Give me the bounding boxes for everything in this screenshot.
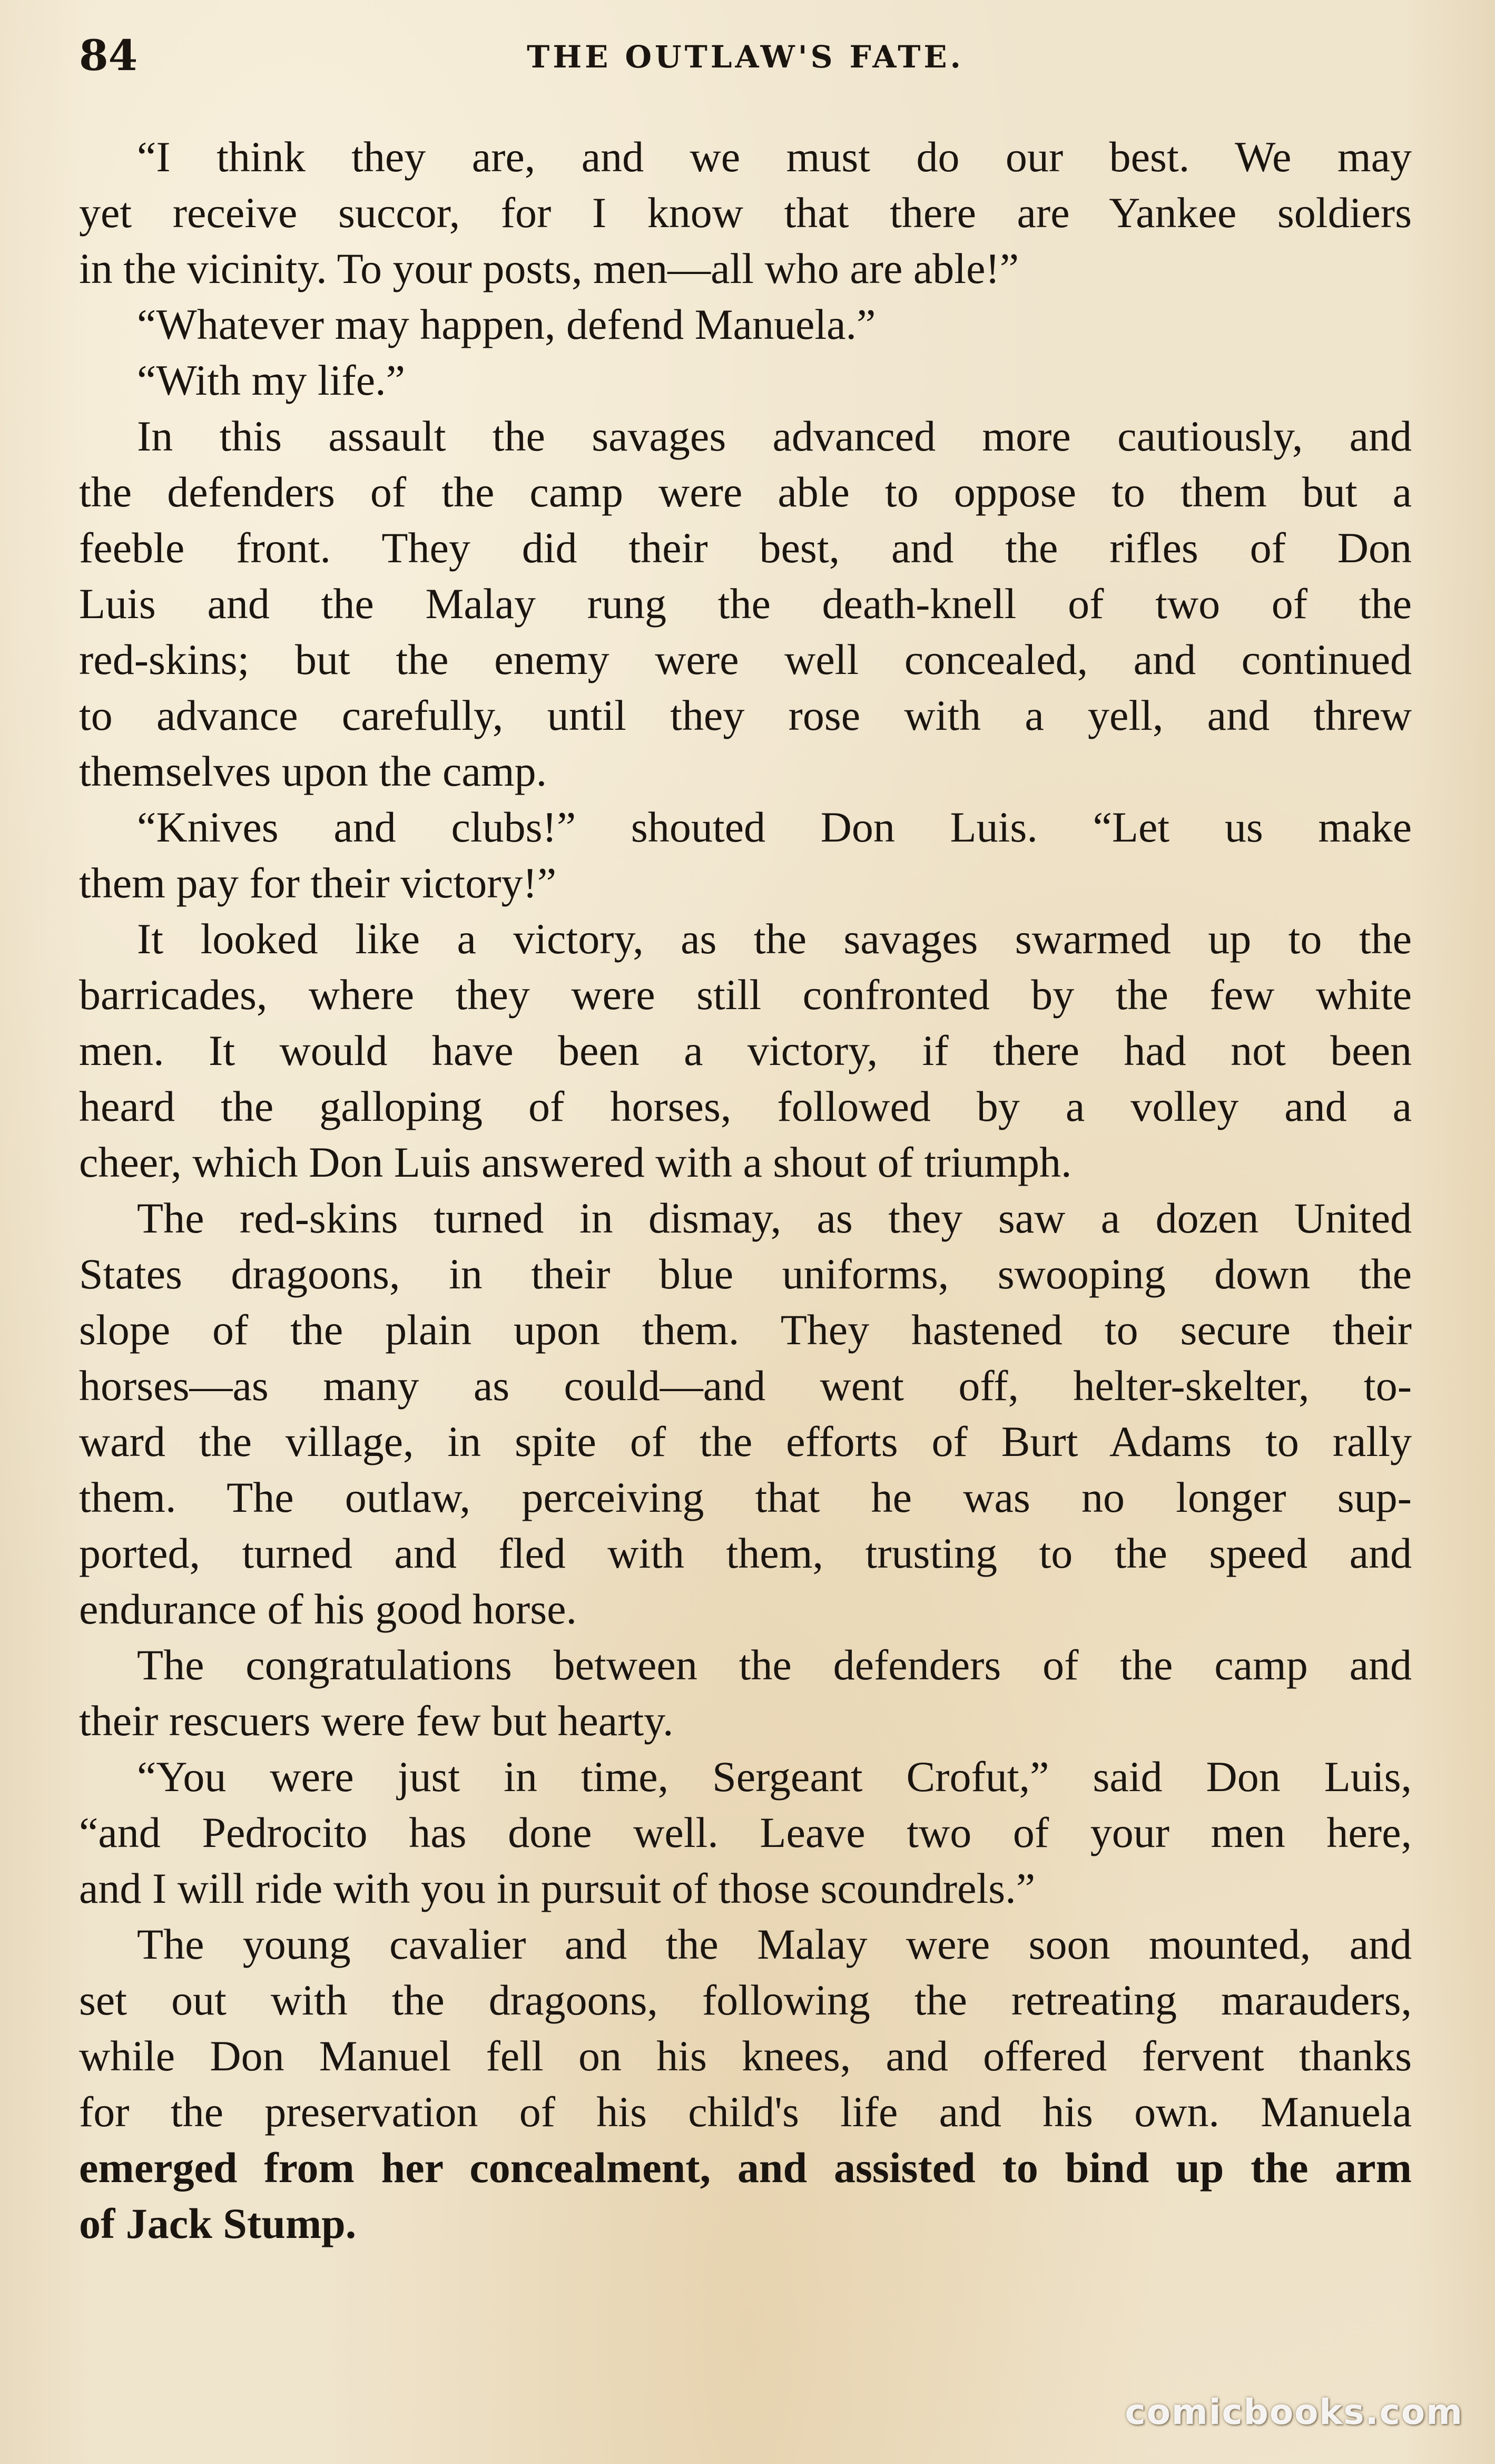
text-line: emerged from her concealment, and assisted to bind up the arm: [79, 2144, 1412, 2192]
text-line: while Don Manuel fell on his knees, and offered fervent thanks: [79, 2032, 1412, 2080]
text-line: to advance carefully, until they rose with a yell, and threw: [79, 691, 1412, 739]
text-line: set out with the dragoons, following the retreating marauders,: [79, 1976, 1412, 2024]
text-line: their rescuers were few but hearty.: [79, 1697, 674, 1745]
text-line: endurance of his good horse.: [79, 1585, 577, 1633]
text-line: cheer, which Don Luis answered with a shout of triumph.: [79, 1138, 1072, 1186]
text-line: them. The outlaw, perceiving that he was no longer sup-: [79, 1473, 1412, 1521]
text-line: for the preservation of his child's life and his own. Manuela: [79, 2088, 1412, 2136]
text-line: themselves upon the camp.: [79, 747, 547, 795]
text-line: in the vicinity. To your posts, men—all who are able!”: [79, 245, 1019, 292]
text-line: yet receive succor, for I know that there are Yankee soldiers: [79, 189, 1412, 237]
running-head: THE OUTLAW'S FATE.: [527, 39, 964, 75]
page-number: 84: [79, 31, 138, 80]
text-line: ward the village, in spite of the efforts of Burt Adams to rally: [79, 1417, 1412, 1465]
text-line: “You were just in time, Sergeant Crofut,” said Don Luis,: [137, 1753, 1412, 1801]
text-line: It looked like a victory, as the savages swarmed up to the: [137, 915, 1412, 963]
text-line: heard the galloping of horses, followed by a volley and a: [79, 1082, 1412, 1130]
text-line: feeble front. They did their best, and the rifles of Don: [79, 524, 1412, 572]
text-line: “I think they are, and we must do our best. We may: [137, 133, 1412, 181]
body-text: [79, 129, 1412, 2252]
page-header: [79, 26, 1412, 90]
text-line: States dragoons, in their blue uniforms, swooping down the: [79, 1250, 1412, 1298]
text-line: horses—as many as could—and went off, helter-skelter, to-: [79, 1362, 1412, 1410]
text-line: The red-skins turned in dismay, as they saw a dozen United: [137, 1194, 1412, 1242]
text-line: and I will ride with you in pursuit of those scoundrels.”: [79, 1864, 1036, 1912]
text-line: red-skins; but the enemy were well concealed, and continued: [79, 635, 1412, 683]
text-line: them pay for their victory!”: [79, 859, 557, 907]
text-line: “With my life.”: [137, 356, 406, 404]
watermark: comicbooks.com: [1125, 2392, 1463, 2432]
text-line: Luis and the Malay rung the death-knell of two of the: [79, 580, 1412, 628]
text-line: barricades, where they were still confronted by the few white: [79, 971, 1412, 1019]
text-line: “and Pedrocito has done well. Leave two of your men here,: [79, 1808, 1412, 1856]
text-line: “Whatever may happen, defend Manuela.”: [137, 300, 876, 348]
text-line: In this assault the savages advanced more cautiously, and: [137, 412, 1412, 460]
text-line: The congratulations between the defenders of the camp and: [137, 1641, 1412, 1689]
text-line: of Jack Stump.: [79, 2199, 357, 2247]
text-line: slope of the plain upon them. They hastened to secure their: [79, 1306, 1412, 1354]
text-line: The young cavalier and the Malay were soon mounted, and: [137, 1920, 1412, 1968]
text-line: the defenders of the camp were able to oppose to them but a: [79, 468, 1412, 516]
text-line: men. It would have been a victory, if there had not been: [79, 1026, 1412, 1074]
text-line: ported, turned and fled with them, trusting to the speed and: [79, 1529, 1412, 1577]
text-line: “Knives and clubs!” shouted Don Luis. “Let us make: [137, 803, 1412, 851]
